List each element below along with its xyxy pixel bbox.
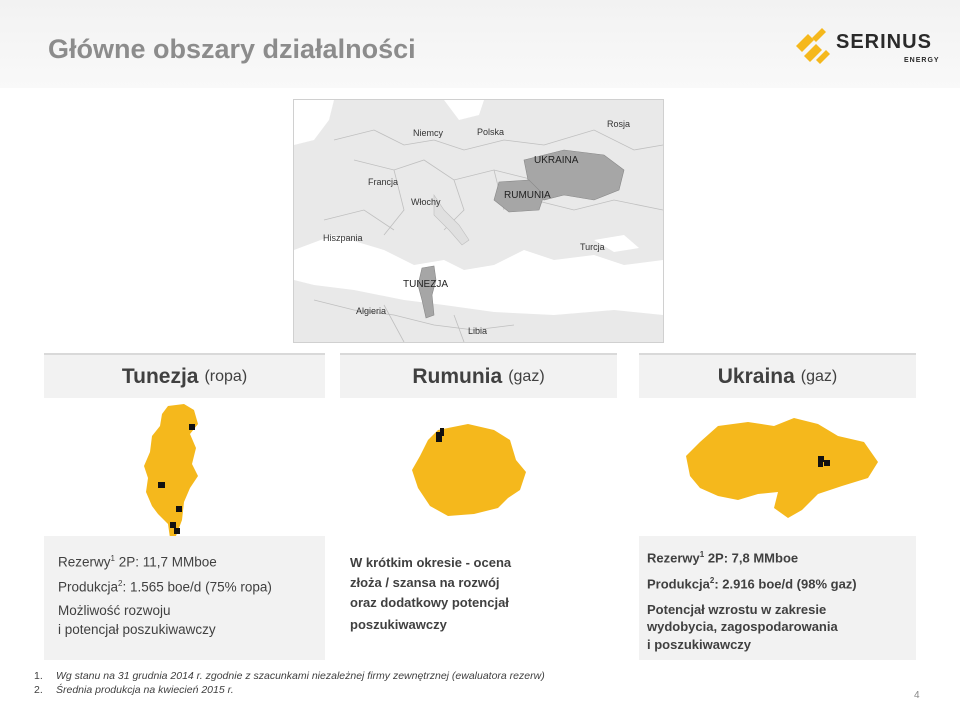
license-block: [170, 522, 176, 528]
license-block: [176, 506, 182, 512]
production-label: Produkcja: [647, 576, 710, 592]
romania-info-line-1: W krótkim okresie - ocena: [350, 555, 512, 570]
header-tunezja: [44, 353, 325, 398]
production-label: Produkcja: [58, 579, 119, 595]
footnote-1-number: 1.: [34, 670, 43, 682]
map-label-niemcy: Niemcy: [413, 128, 444, 138]
country-name: Ukraina: [717, 364, 795, 388]
country-type: (gaz): [800, 367, 838, 385]
map-label-tunezja: TUNEZJA: [403, 279, 448, 290]
footnote-1-text: Wg stanu na 31 grudnia 2014 r. zgodnie z szacunkami niezależnej firmy zewnętrznej (ewaluatora rezerw): [56, 670, 545, 682]
footnote-ref: 1: [699, 550, 705, 559]
country-type: (ropa): [204, 367, 248, 385]
tunisia-potential-line-2: i potencjał poszukiwawczy: [58, 622, 216, 637]
serinus-logo: [792, 26, 942, 70]
production-value: : 2.916 boe/d (98% gaz): [714, 576, 857, 592]
footnote-ref: 1: [110, 554, 115, 563]
license-block: [158, 482, 165, 488]
romania-info-line-2: złoża / szansa na rozwój: [350, 575, 500, 590]
tunisia-production: [58, 579, 272, 595]
page-title: Główne obszary działalności: [48, 34, 416, 64]
reserves-label: Rezerwy: [58, 554, 111, 570]
footnote-2-number: 2.: [34, 684, 43, 696]
map-label-ukraina: UKRAINA: [534, 155, 579, 166]
europe-map: [293, 99, 664, 343]
reserves-value: 2P: 7,8 MMboe: [704, 550, 799, 566]
ukraine-info-box: [639, 536, 916, 660]
reserves-value: 2P: 11,7 MMboe: [114, 554, 217, 570]
map-label-libia: Libia: [468, 326, 488, 336]
romania-info-line-3: oraz dodatkowy potencjał: [350, 595, 509, 610]
map-label-hiszpania: Hiszpania: [323, 233, 363, 243]
tunisia-info-box: [44, 536, 325, 660]
tunisia-potential-line-1: Możliwość rozwoju: [58, 603, 171, 618]
romania-info-box: [340, 536, 617, 660]
reserves-label: Rezerwy: [647, 550, 700, 566]
license-block: [818, 462, 823, 467]
header-rumunia: [340, 353, 617, 398]
tunisia-reserves: [58, 554, 217, 570]
logo-subtext: ENERGY: [904, 57, 940, 64]
page-number: 4: [914, 690, 920, 701]
country-type: (gaz): [508, 367, 545, 385]
footnote-ref: 2: [118, 579, 123, 588]
romania-info-line-4: poszukiwawczy: [350, 617, 447, 632]
license-block: [189, 424, 195, 430]
ukraine-potential-line-1: Potencjał wzrostu w zakresie: [647, 602, 827, 617]
ukraine-potential-line-2: wydobycia, zagospodarowania: [647, 619, 838, 634]
license-block: [174, 528, 180, 534]
serinus-logo-mark-icon: [792, 26, 832, 70]
map-label-polska: Polska: [477, 127, 505, 137]
map-label-rumunia: RUMUNIA: [504, 190, 551, 201]
license-block: [818, 456, 824, 462]
header-ukraina: [639, 353, 916, 398]
ukraine-production: [647, 576, 857, 591]
map-label-wlochy: Włochy: [411, 197, 441, 207]
footnote-ref: 2: [709, 576, 715, 585]
map-label-francja: Francja: [368, 177, 399, 187]
tunisia-map-shape: [134, 402, 214, 542]
ukraine-map-shape: [678, 412, 882, 526]
country-name: Rumunia: [412, 364, 503, 388]
romania-map-shape: [408, 420, 532, 522]
country-name: Tunezja: [121, 364, 199, 388]
logo-text: SERINUS: [836, 31, 932, 53]
ukraine-potential-line-3: i poszukiwawczy: [647, 637, 752, 652]
map-label-turcja: Turcja: [580, 242, 605, 252]
ukraine-reserves: [647, 550, 798, 565]
map-label-algieria: Algieria: [356, 306, 387, 316]
production-value: : 1.565 boe/d (75% ropa): [122, 579, 272, 595]
license-block: [440, 428, 444, 436]
footnote-2-text: Średnia produkcja na kwiecień 2015 r.: [56, 684, 234, 696]
license-block: [824, 460, 830, 466]
map-label-rosja: Rosja: [607, 119, 631, 129]
